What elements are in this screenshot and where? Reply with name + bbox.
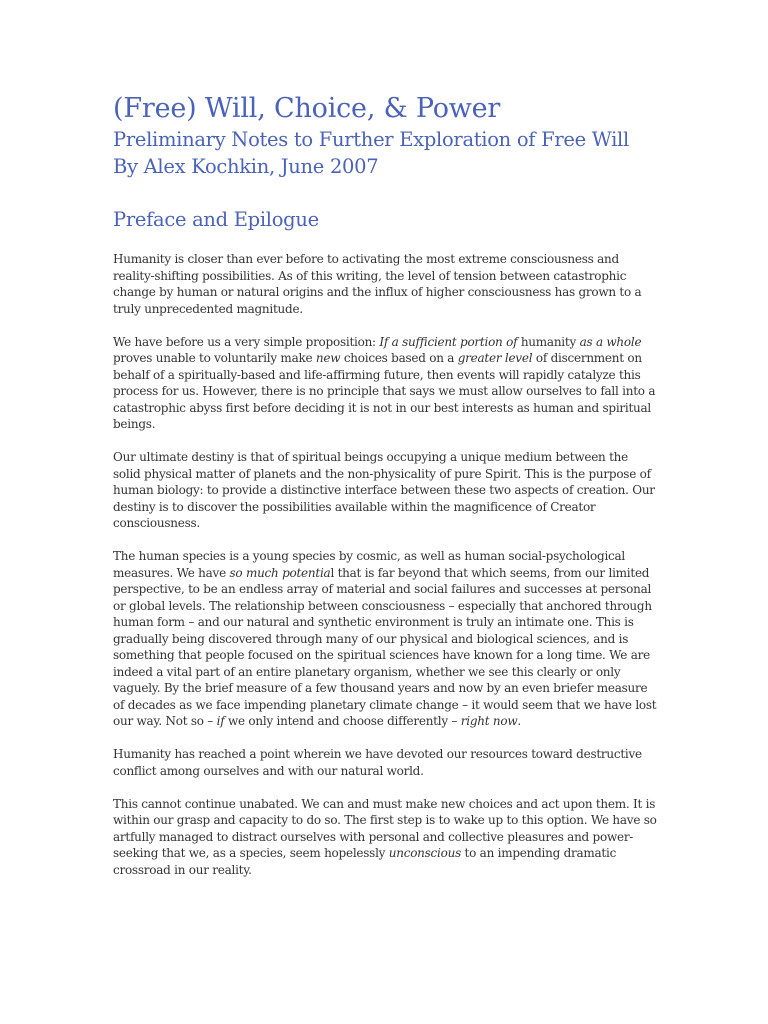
text-run: we only intend and choose differently – <box>224 714 461 728</box>
text-run: This cannot continue unabated. We can and must make new choices and act upon them. It is within our grasp and capacity to do so. The first step is to wake up to this option. We have so artfully managed to distract ourselves with personal and collective pleasures and power-seeking that we, as a species, seem hopelessly <box>113 796 657 860</box>
document-byline: By Alex Kochkin, June 2007 <box>113 155 379 178</box>
emphasis-run: new <box>315 351 341 365</box>
emphasis-run: If a sufficient portion of <box>379 334 518 349</box>
emphasis-run: right now <box>460 714 518 728</box>
paragraph-1: Humanity is closer than ever before to activating the most extreme consciousness and reality-shifting possibilities. As of this writing, the level of tension between catastrophic change by human or natural origins and the influx of higher consciousness has grown to a truly unprecedented magnitude. <box>113 252 642 316</box>
paragraph-6 <box>113 796 658 879</box>
text-run: l that is far beyond that which seems, from our limited perspective, to be an endless array of material and social failures and successes at personal or global levels. The relationship between consciousness – especially that anchored through human form – and our natural and synthetic environment is truly an intimate one. This is gradually being discovered through many of our physical and biological sciences, and is something that people focused on the spiritual sciences have known for a long time. We are indeed a vital part of an entire planetary organism, whether we see this clearly or only vaguely. By the brief measure of a few thousand years and now by an even briefer measure of decades as we face impending planetary climate change – it would seem that we have lost our way. Not so – <box>113 565 657 728</box>
paragraph-2 <box>113 334 658 433</box>
document-subtitle: Preliminary Notes to Further Exploration of Free Will <box>113 128 629 151</box>
text-run: The human species is a young species by cosmic, as well as human social-psychological measures. We have <box>113 549 625 580</box>
emphasis-run: unconscious <box>388 846 461 860</box>
text-run: . <box>517 714 521 728</box>
document-page <box>113 92 658 895</box>
section-heading: Preface and Epilogue <box>113 208 319 231</box>
text-run: proves unable to voluntarily make <box>113 351 316 365</box>
text-run: to an impending dramatic crossroad in our reality. <box>113 846 617 877</box>
document-title: (Free) Will, Choice, & Power <box>113 93 501 124</box>
paragraph-3: Our ultimate destiny is that of spiritual beings occupying a unique medium between the solid physical matter of planets and the non-physicality of pure Spirit. This is the purpose of human biology: to provide a distinctive interface between these two aspects of creation. Our destiny is to discover the possibilities available within the magnificence of Creator consciousness. <box>113 450 655 530</box>
text-run: We have before us a very simple proposition: <box>113 334 380 349</box>
text-run: choices based on a <box>340 351 458 365</box>
emphasis-run: so much potentia <box>229 565 331 580</box>
paragraph-5: Humanity has reached a point wherein we have devoted our resources toward destructive conflict among ourselves and with our natural world. <box>113 747 642 778</box>
paragraph-4 <box>113 548 658 730</box>
emphasis-run: greater level <box>457 351 533 365</box>
emphasis-run: as a whole <box>579 334 642 349</box>
text-run: of discernment on behalf of a spiritually-based and life-affirming future, then events will rapidly catalyze this process for us. However, there is no principle that says we must allow ourselves to fall into a catastrophic abyss first before deciding it is not in our best interests as human and spiritual beings. <box>113 351 656 431</box>
text-run: humanity <box>517 334 580 349</box>
emphasis-run: if <box>216 714 225 728</box>
